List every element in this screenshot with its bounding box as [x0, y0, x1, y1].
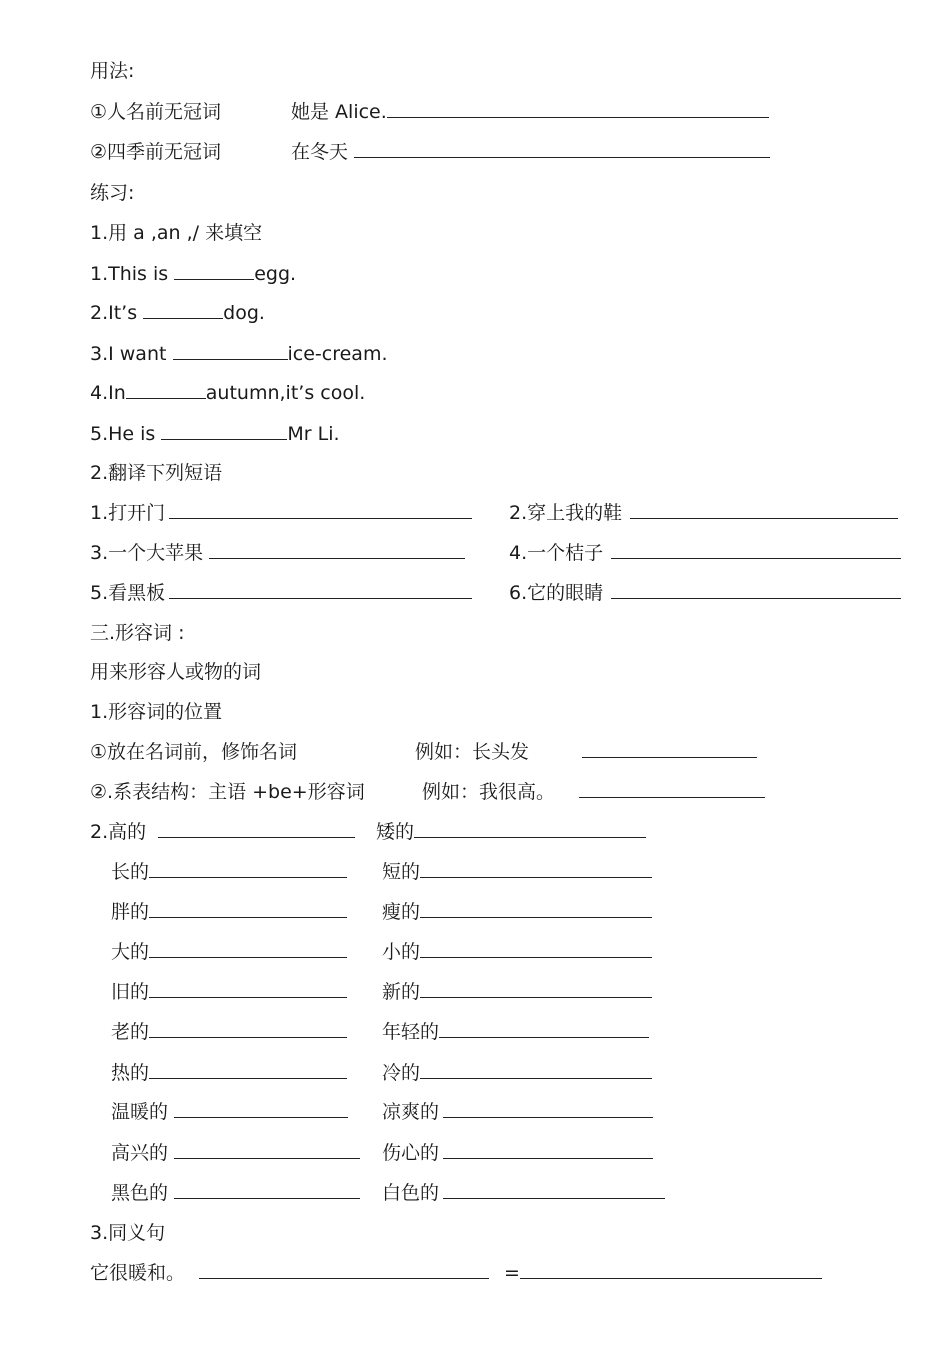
answer-blank[interactable]	[169, 501, 472, 519]
answer-blank[interactable]	[174, 262, 254, 280]
task1-item	[90, 301, 265, 325]
answer-blank[interactable]	[443, 1141, 653, 1159]
position-rule-1: ①放在名词前，修饰名词	[90, 741, 298, 763]
answer-line[interactable]	[579, 780, 765, 804]
task2-item	[90, 501, 472, 525]
adjective-pair-right	[382, 980, 652, 1004]
position-rule-2: ②.系表结构：主语 +be+形容词	[90, 781, 365, 803]
task1-title: 1.用 a ,an ,/ 来填空	[90, 222, 263, 244]
sentence-text: 它很暖和。	[90, 1262, 186, 1284]
item-text: 1.This is	[90, 263, 175, 285]
answer-blank[interactable]	[420, 860, 652, 878]
position-rule-1-example: 例如：长头发	[415, 741, 530, 763]
answer-line[interactable]	[582, 740, 757, 764]
adjective-pair-left	[111, 940, 347, 964]
item-text: ice-cream.	[287, 343, 388, 365]
task1-item	[90, 422, 340, 446]
rule-example: 她是 Alice.	[291, 101, 387, 123]
adjective-word: 胖的	[111, 901, 150, 923]
item-text: autumn,it’s cool.	[205, 382, 366, 404]
answer-blank[interactable]	[174, 1141, 360, 1159]
adjective-word: 旧的	[111, 981, 150, 1003]
answer-blank[interactable]	[199, 1261, 489, 1279]
answer-blank[interactable]	[439, 1020, 649, 1038]
answer-blank[interactable]	[149, 940, 347, 958]
item-text: 1.打开门	[90, 502, 166, 524]
answer-blank[interactable]	[209, 541, 465, 559]
rule-label: ②四季前无冠词	[90, 141, 222, 163]
answer-blank[interactable]	[173, 342, 288, 360]
item-text: 5.看黑板	[90, 582, 166, 604]
adjective-pair-right	[382, 1020, 649, 1044]
item-text: dog.	[223, 302, 265, 324]
answer-blank[interactable]	[611, 581, 901, 599]
adjective-pair-right	[382, 1061, 652, 1085]
rule-label: ①人名前无冠词	[90, 101, 222, 123]
answer-blank[interactable]	[443, 1100, 653, 1118]
task1-item	[90, 342, 388, 366]
adjective-word: 白色的	[382, 1182, 440, 1204]
adjective-pair-right	[382, 940, 652, 964]
answer-blank[interactable]	[149, 1020, 347, 1038]
adjective-pair-left	[111, 980, 347, 1004]
adjective-pair-left	[111, 1141, 360, 1165]
adjective-word: 年轻的	[382, 1021, 440, 1043]
usage-rule-1	[90, 100, 221, 124]
adjective-word: 短的	[382, 861, 421, 883]
item-text: Mr Li.	[287, 423, 340, 445]
adjective-pair-left	[111, 860, 347, 884]
synonym-equals-line	[504, 1261, 822, 1285]
synonym-sentence	[90, 1261, 489, 1285]
answer-blank[interactable]	[443, 1181, 665, 1199]
item-text: 4.In	[90, 382, 126, 404]
adjective-word: 老的	[111, 1021, 150, 1043]
adjective-pair-left	[111, 1020, 347, 1044]
adjective-word: 小的	[382, 941, 421, 963]
usage-heading: 用法:	[90, 60, 135, 82]
synonym-title: 3.同义句	[90, 1222, 166, 1244]
item-text: 2.穿上我的鞋	[509, 502, 623, 524]
position-rule-2-example: 例如：我很高。	[422, 781, 556, 803]
answer-blank[interactable]	[611, 541, 901, 559]
answer-blank[interactable]	[354, 140, 770, 158]
adjective-word: 高兴的	[111, 1142, 169, 1164]
answer-blank[interactable]	[420, 980, 652, 998]
task2-item	[509, 501, 898, 525]
answer-blank[interactable]	[158, 820, 355, 838]
item-text: 3.一个大苹果	[90, 542, 204, 564]
adjective-word: 黑色的	[111, 1182, 169, 1204]
adjective-word: 温暖的	[111, 1101, 169, 1123]
task1-item	[90, 381, 365, 405]
item-text: 6.它的眼睛	[509, 582, 604, 604]
answer-blank[interactable]	[149, 1061, 347, 1079]
adjective-pair-right	[376, 820, 646, 844]
adjective-pair-left	[111, 1061, 347, 1085]
adjectives-definition: 用来形容人或物的词	[90, 661, 262, 683]
adjective-pair-right	[382, 1100, 653, 1124]
adjective-word: 大的	[111, 941, 150, 963]
adjective-pair-right	[382, 860, 652, 884]
adjective-pair-right	[382, 900, 652, 924]
adjective-word: 冷的	[382, 1062, 421, 1084]
practice-heading: 练习:	[90, 182, 135, 204]
adjective-word: 瘦的	[382, 901, 421, 923]
adjective-pair-left	[111, 900, 347, 924]
answer-blank[interactable]	[420, 900, 652, 918]
answer-blank[interactable]	[174, 1181, 360, 1199]
adjective-word: 伤心的	[382, 1142, 440, 1164]
adjective-word: 2.高的	[90, 821, 147, 843]
adjective-word: 热的	[111, 1062, 150, 1084]
answer-blank[interactable]	[420, 940, 652, 958]
answer-blank[interactable]	[169, 581, 472, 599]
usage-rule-2	[90, 140, 221, 164]
answer-blank[interactable]	[414, 820, 646, 838]
usage-rule-2-example	[291, 140, 770, 164]
task2-title: 2.翻译下列短语	[90, 462, 223, 484]
item-text: 3.I want	[90, 343, 173, 365]
item-text: 4.一个桔子	[509, 542, 604, 564]
answer-blank[interactable]	[579, 780, 765, 798]
answer-blank[interactable]	[149, 860, 347, 878]
answer-blank[interactable]	[143, 301, 223, 319]
adjective-word: 长的	[111, 861, 150, 883]
task2-item	[90, 581, 472, 605]
adjective-word: 新的	[382, 981, 421, 1003]
adjective-pair-left	[111, 1100, 348, 1124]
position-title: 1.形容词的位置	[90, 701, 223, 723]
equals-sign: =	[504, 1262, 520, 1284]
answer-blank[interactable]	[149, 980, 347, 998]
answer-blank[interactable]	[582, 740, 757, 758]
answer-blank[interactable]	[520, 1261, 822, 1279]
answer-blank[interactable]	[630, 501, 898, 519]
task1-item	[90, 262, 296, 286]
task2-item	[90, 541, 465, 565]
answer-blank[interactable]	[149, 900, 347, 918]
item-text: 2.It’s	[90, 302, 144, 324]
answer-blank[interactable]	[161, 422, 287, 440]
adjective-pair-right	[382, 1181, 665, 1205]
task2-item	[509, 541, 901, 565]
adjective-pair-right	[382, 1141, 653, 1165]
answer-blank[interactable]	[126, 381, 206, 399]
usage-rule-1-example	[291, 100, 769, 124]
adjective-word: 凉爽的	[382, 1101, 440, 1123]
adjectives-heading: 三.形容词 :	[90, 622, 185, 644]
answer-blank[interactable]	[420, 1061, 652, 1079]
item-text: egg.	[254, 263, 297, 285]
adjective-pair-left	[90, 820, 355, 844]
item-text: 5.He is	[90, 423, 162, 445]
answer-blank[interactable]	[174, 1100, 348, 1118]
task2-item	[509, 581, 901, 605]
adjective-pair-left	[111, 1181, 360, 1205]
answer-blank[interactable]	[387, 100, 769, 118]
adjective-word: 矮的	[376, 821, 415, 843]
rule-example: 在冬天	[291, 141, 349, 163]
